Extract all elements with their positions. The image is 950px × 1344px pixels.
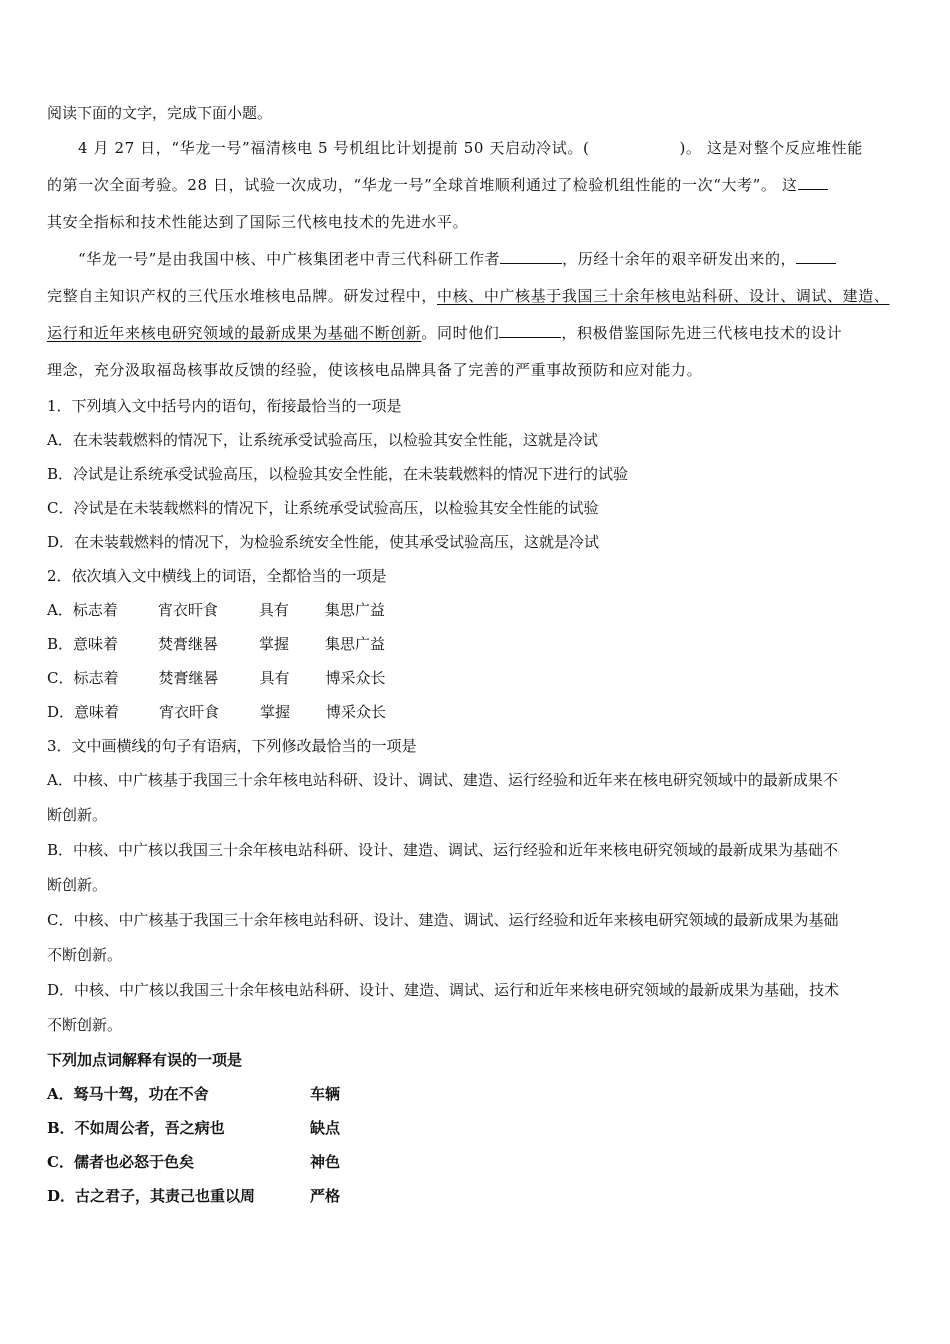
question-4-option-b: B．不如周公者，吾之病也 缺点 [47,1119,341,1137]
question-2-stem: 2．依次填入文中横线上的词语，全都恰当的一项是 [47,567,387,585]
passage-para2-line2: 完整自主知识产权的三代压水堆核电品牌。研发过程中，中核、中广核基于我国三十余年核电站科研、设计、调试、建造、 [47,287,890,305]
underlined-sentence-part1: 中核、中广核基于我国三十余年核电站科研、设计、调试、建造、 [437,287,890,305]
question-3-option-a-line2: 断创新。 [47,806,108,824]
question-3-stem: 3．文中画横线的句子有语病，下列修改最恰当的一项是 [47,737,417,755]
passage-para2-line1: “华龙一号”是由我国中核、中广核集团老中青三代科研工作者 ，历经十余年的艰辛研发出来的， [47,241,907,278]
underlined-sentence-part2: 运行和近年来核电研究领域的最新成果为基础不断创新 [47,324,422,342]
question-4-stem: 下列加点词解释有误的一项是 [47,1051,243,1069]
question-1-option-d: D．在未装载燃料的情况下，为检验系统安全性能，使其承受试验高压，这就是冷试 [47,533,600,551]
question-4-option-a: A．驽马十驾，功在不舍 车辆 [47,1085,341,1103]
question-1-option-c: C．冷试是在未装载燃料的情况下，让系统承受试验高压，以检验其安全性能的试验 [47,499,599,517]
question-3-option-b-line1: B．中核、中广核以我国三十余年核电站科研、设计、建造、调试、运行经验和近年来核电研究领域的最新成果为基础不 [47,841,839,859]
question-1-option-b: B．冷试是让系统承受试验高压，以检验其安全性能，在未装载燃料的情况下进行的试验 [47,465,629,483]
question-4-option-d: D．古之君子，其责己也重以周 严格 [47,1187,341,1205]
question-2-option-d: D．意味着 宵衣旰食 掌握 博采众长 [47,703,387,721]
passage-para1-line3: 其安全指标和技术性能达到了国际三代核电技术的先进水平。 [47,213,469,231]
question-1-stem: 1．下列填入文中括号内的语句，衔接最恰当的一项是 [47,397,402,415]
question-3-option-b-line2: 断创新。 [47,876,108,894]
passage-para1-line1: 4 月 27 日，“华龙一号”福清核电 5 号机组比计划提前 50 天启动冷试。( )。 这是对整个反应堆性能 [78,139,863,157]
question-2-option-b: B．意味着 焚膏继晷 掌握 集思广益 [47,635,386,653]
passage-para1-line2: 的第一次全面考验。28 日，试验一次成功，“华龙一号”全球首堆顺利通过了检验机组性能的一次“大考”。 这 [47,167,907,204]
fill-blank-2 [500,249,562,264]
question-3-option-d-line1: D．中核、中广核以我国三十余年核电站科研、设计、建造、调试、运行和近年来核电研究领域的最新成果为基础，技术 [47,981,840,999]
fill-blank-1 [798,175,828,190]
question-2-option-a: A．标志着 宵衣旰食 具有 集思广益 [47,601,385,619]
question-1-option-a: A．在未装载燃料的情况下，让系统承受试验高压，以检验其安全性能，这就是冷试 [47,431,598,449]
fill-blank-3 [796,249,836,264]
question-3-option-d-line2: 不断创新。 [47,1016,123,1034]
passage-para2-line3: 运行和近年来核电研究领域的最新成果为基础不断创新。同时他们 ，积极借鉴国际先进三代核电技术的设计 [47,324,843,342]
question-4-option-c: C．儒者也必怒于色矣 神色 [47,1153,341,1171]
exam-page [47,96,907,1213]
reading-instruction: 阅读下面的文字，完成下面小题。 [47,104,273,122]
question-2-option-c: C．标志着 焚膏继晷 具有 博采众长 [47,669,386,687]
question-3-option-a-line1: A．中核、中广核基于我国三十余年核电站科研、设计、调试、建造、运行经验和近年来在核电研究领域中的最新成果不 [47,771,838,789]
question-3-option-c-line1: C．中核、中广核基于我国三十余年核电站科研、设计、建造、调试、运行经验和近年来核电研究领域的最新成果为基础 [47,911,839,929]
question-3-option-c-line2: 不断创新。 [47,946,123,964]
passage-para2-line4: 理念，充分汲取福岛核事故反馈的经验，使该核电品牌具备了完善的严重事故预防和应对能力。 [47,361,703,379]
fill-blank-4 [499,323,561,338]
